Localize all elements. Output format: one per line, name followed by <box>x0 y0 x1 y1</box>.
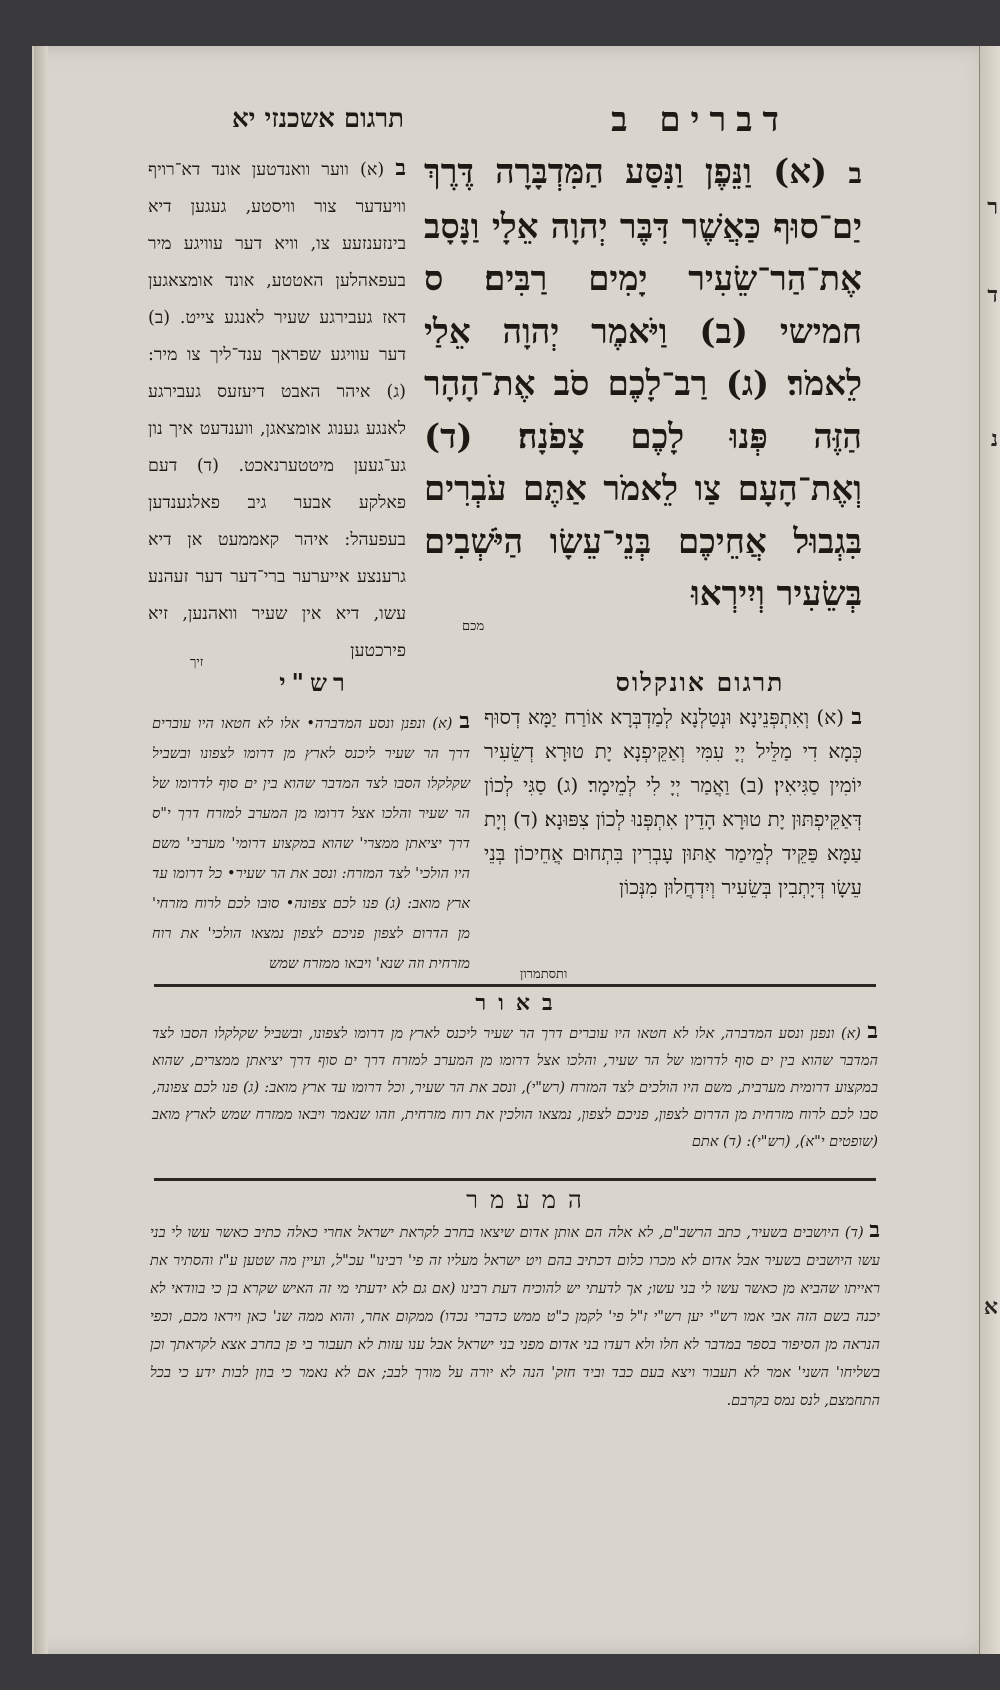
onkelos-text: (א) וְאִתְפְּנֵינָא וּנְטַלְנָא לְמַדְבְּרָא אוֹרַח יַמָּא דְסוּף כְּמָא דִי מַלֵּיל יְיָ עִמִּי וְאַקֵּיפְנָא יָת טוּרָא דְשֵׂעִיר יוֹמִין סַגִּיאִין׃ (ב) וַאֲמַר יְיָ לִי לְמֵימָר׃ (ג) סַגִּי לְכוֹן דְּאַקֵּיפְתּוּן יָת טוּרָא הָדֵין אִתְפְּנוּ לְכוֹן צִפּוּנָא׃ (ד) וְיָת עַמָּא פַּקֵּיד לְמֵימַר אַתּוּן עָבְרִין בִּתְחוּם אֲחֵיכוֹן בְּנֵי עֵשָׂו דְּיָתְבִין בְּשֵׂעִיר וְיִדְחֲלוּן מִנְּכוֹן <box>484 705 862 899</box>
translation-catchword: זיך <box>190 655 204 670</box>
facing-page-glyph: נ <box>990 426 998 452</box>
onkelos-catchword: ותסתמרון <box>520 967 568 982</box>
chapter-marker: ב <box>848 157 862 190</box>
chapter-marker: ב <box>851 704 863 730</box>
running-header-translation: תרגום אשכנזי יא <box>231 104 404 134</box>
meamer-title: המעמר <box>466 1186 594 1214</box>
chapter-marker: ב <box>869 1217 880 1243</box>
section-divider <box>154 984 876 987</box>
meamer-column <box>150 1216 880 1415</box>
facing-page-glyph: ד <box>987 282 998 308</box>
meamer-text: (ד) היושבים בשעיר, כתב הרשב"ם, לא אלה הם אותן אדום שיצאו בחרב לקראת ישראל אחרי כאלה כתיב כאשר עשו לי בני עשו היושבים בשעיר אבל אדום לא מכרו כלום דכתיב בהם ויט ישראל מעליו זה פי' רבינו" עכ"ל, ועיין מה שטען ע"ז והסתיר את ראייתו שהביא מן כאשר עשו לי בני עשו; אך לדעתי יש להוכיח דעת רבינו (אם גם לא ידעתי מי זה האיש שקרא בן כי בוודאי לא יכנה בשם הזה אבי אמו רש"י יען רש"י ז"ל פי' לקמן כ"ט ממש כדברי נכדו) ממקום אחר, והוא ממה שנ' כאן ויראו מכם, וכפי הנראה מן הסיפור בספר במדבר לא חלו ולא רעדו בני אדום מפני בני ישראל אבל ענו עזות לא תעבור בי פן בחרב אצא לקראתך וכן בשליחו' השני' אמר לא תעבור ויצא בעם כבד וביד חזק' הנה לא יורה על מורך לבב; אם לא נאמר כי בוזן לבות ידע כי בכל התחמצם, לנס נמס בקרבם. <box>150 1225 880 1409</box>
chapter-marker: ב <box>459 708 471 734</box>
verse-block <box>424 146 862 621</box>
biur-column <box>152 1018 878 1156</box>
chapter-marker: ב <box>395 155 406 181</box>
facing-page-edge <box>979 46 1000 1654</box>
biur-text: (א) ונפנן ונסע המדברה, אלו לא חטאו היו עוברים דרך הר שעיר ליכנס לארץ מן דרומו לצפונו, ובשביל שקלקלו הסבו לצד המדבר שהוא בין ים סוף לדרומו של הר שעיר, והלכו אצל דרומו מן המערב למזרח דרך ים סוף דרך יציאתן ממצרים, שהוא במקצוע דרומית מערבית, משם היו הולכים לצד המזרח (רש"י), ונסב את הר שעיר, וכל דרומו עד ארץ מואב: (ג) פנו לכם צפונה, סבו לכם לרוח מזרחית מן הדרום לצפון, פניכם לצפון, נמצאו הולכין את רוח מזרחית, וזהו שנאמר ויבאו ממזרח שמש לארץ מואב (שופטים י"א), (רש"י): (ד) אתם <box>152 1026 878 1150</box>
running-header-book: דברים ב <box>611 100 789 140</box>
facing-page-glyph: א <box>983 1294 998 1320</box>
facing-page-glyph: ר <box>987 194 998 220</box>
rashi-text: (א) ונפנן ונסע המדברה• אלו לא חטאו היו עוברים דרך הר שעיר ליכנס לארץ מן דרומו לצפונו ובשביל שקלקלו הסבו לצד המדבר שהוא בין ים סוף לדרומו של הר שעיר והלכו אצל דרומו מן המערב למזרח דרך י"ס דרך יציאתן ממצרי' שהוא במקצוע דרומי' מערבי' משם היו הולכי' לצד המזרח: ונסב את הר שעיר• כל דרומו עד ארץ מואב: (ג) פנו לכם צפונה• סובו לכם לרוח מזרחי' מן הדרום לצפון פניכם לצפון נמצאו הולכי' את רוח מזרחית וזה שנא' ויבאו ממזרח שמש <box>152 716 470 972</box>
section-divider <box>154 1178 876 1181</box>
biur-title: באור <box>475 990 565 1016</box>
rashi-title: רש"י <box>279 668 351 697</box>
verse-text: (א) וַנֵּפֶן וַנִּסַּע הַמִּדְבָּרָה דֶּרֶךְ יַם־סוּף כַּאֲשֶׁר דִּבֶּר יְהוָה אֵלָי וַנָּסָב אֶת־הַר־שֵׂעִיר יָמִים רַבִּים׃ ס חמישי (ב) וַיֹּאמֶר יְהוָה אֵלַי לֵאמֹר׃ (ג) רַב־לָכֶם סֹב אֶת־הָהָר הַזֶּה פְּנוּ לָכֶם צָפֹנָה׃ (ד) וְאֶת־הָעָם צַו לֵאמֹר אַתֶּם עֹבְרִים בִּגְבוּל אֲחֵיכֶם בְּנֵי־עֵשָׂו הַיֹּשְׁבִים בְּשֵׂעִיר וְיִירְאוּ <box>424 152 862 614</box>
rashi-column <box>152 706 470 979</box>
translation-column <box>148 150 406 670</box>
book-binding <box>34 46 48 1654</box>
verse-catchword: מכם <box>462 619 485 634</box>
onkelos-column <box>484 700 862 904</box>
chapter-marker: ב <box>867 1018 879 1044</box>
translation-text: (א) ווער וואנדטען אונד דא־רויף וויעדער צור וויסטע, געגען דיא בינזענזעע צו, וויא דער עוויגע מיר בעפאהלען האטטע, אונד אומצאגען דאז געבירגע שעיר לאנגע צייט. (ב) דער עוויגע שפראך ענד־ליך צו מיר: (ג) איהר האבט דיעזעס געבירגע לאנגע גענוג אומצאגן, ווענדעט איך נון גע־געען מיטטערנאכט. (ד) דעם פאלקע אבער גיב פאלגענדען בעפעהל: איהר קאממעט אן דיא גרענצע אייערער ברי־דער דער זעהנע עשו, דיא אין שעיר וואהנען, זיא פירכטען <box>148 160 406 661</box>
onkelos-title: תרגום אונקלוס <box>615 668 785 697</box>
